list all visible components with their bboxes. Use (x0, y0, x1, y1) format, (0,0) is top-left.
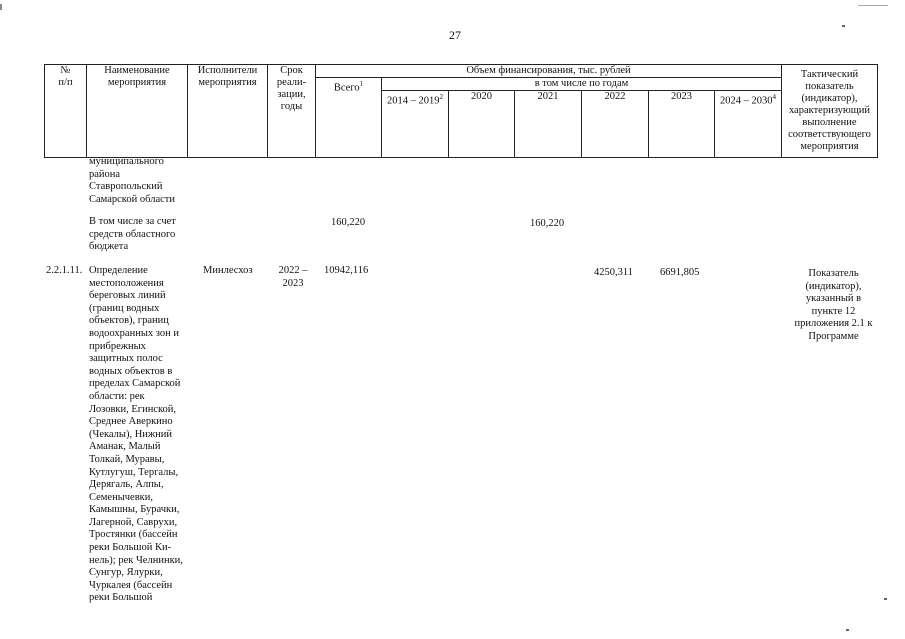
header-year-2023: 2023 (649, 91, 715, 158)
regional-2021: 160,220 (530, 218, 565, 229)
page-number: 27 (449, 28, 461, 42)
item-executor: Минлесхоз (203, 265, 253, 276)
header-executors: Исполнители мероприятия (188, 65, 268, 158)
item-indicator: Показатель (индикатор), указанный в пункте 12 приложения 2.1 к Программе (794, 268, 873, 342)
header-table (44, 64, 878, 158)
header-year-2021: 2021 (515, 91, 582, 158)
header-financing: Объем финансирования, тыс. рублей (316, 65, 782, 78)
item-number: 2.2.1.11. (46, 265, 83, 276)
header-term: Срок реали- зации, годы (268, 65, 316, 158)
item-term: 2022 – 2023 (278, 265, 308, 289)
header-name: Наименование мероприятия (87, 65, 188, 158)
regional-total: 160,220 (331, 217, 366, 228)
item-name: Определение местоположения береговых линий (границ водных объектов), границ водоохранных зон и прибрежных защитных полос водных объектов в пределах Самарской области: рек Лозовки, Егинской, Среднее Аверкино (Чекалы), Нижний Аманак, Малый Толкай, Муравы, Кутлугуш, Тергалы, Дерягаль, Алпы, Семенычевки, Камышны, Бурачки, Лагерной, Саврухи, Тростянки (бассейн реки Большой Ки- нель); рек Челнинки, Сунгур, Ялурки, Чуркалея (бассейн реки Большой (89, 265, 183, 604)
header-year-2024-2030: 2024 – 2030$^4$ (715, 91, 782, 158)
regional-budget-name: В том числе за счет средств областного бюджета (89, 216, 176, 253)
header-year-2022: 2022 (582, 91, 649, 158)
header-by-years: в том числе по годам (382, 78, 782, 91)
header-num: № п/п (45, 65, 87, 158)
scan-speck (884, 598, 887, 600)
header-indicator: Тактический показатель (индикатор), характеризующий выполнение соответствующего мероприятия (782, 65, 878, 158)
scan-edge-mark (0, 4, 2, 10)
scan-edge-mark (858, 5, 888, 6)
item-2023: 6691,805 (660, 267, 700, 278)
scan-speck (842, 25, 845, 27)
continued-name: муниципального района Ставропольский Самарской области (89, 156, 175, 205)
header-total: Всего$^1$ (316, 78, 382, 158)
header-year-2020: 2020 (449, 91, 515, 158)
scan-speck (846, 629, 849, 631)
item-2022: 4250,311 (594, 267, 633, 278)
item-total: 10942,116 (324, 265, 369, 276)
header-year-2014-2019: 2014 – 2019$^2$ (382, 91, 449, 158)
